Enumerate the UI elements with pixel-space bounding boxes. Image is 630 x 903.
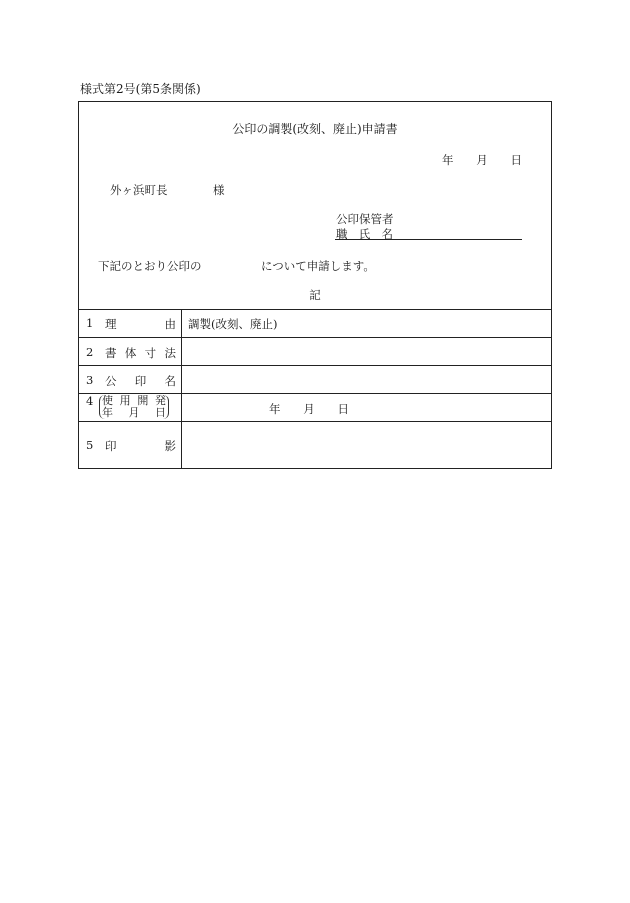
label-char: 書 (105, 346, 117, 360)
row-number: 2 (86, 345, 94, 359)
label-char: 印 (134, 374, 147, 388)
label-char: 寸 (144, 346, 157, 360)
row-divider (79, 337, 551, 338)
row-value-start-date (269, 401, 349, 417)
table-top-border (79, 309, 551, 310)
row-label-typeface-size (105, 345, 176, 361)
form-title: 公印の調製(改刻、廃止)申請書 (232, 122, 398, 136)
name-char: 職 (336, 227, 348, 241)
row-number: 4 (86, 394, 94, 408)
label-char: 印 (105, 439, 117, 453)
label-char: 影 (164, 439, 176, 453)
application-date (442, 152, 522, 168)
label-line-bottom (102, 407, 166, 419)
honorific: 様 (213, 183, 225, 197)
label-char: 日 (155, 405, 166, 419)
request-prefix: 下記のとおり公印の (98, 259, 202, 273)
label-char: 公 (105, 374, 117, 388)
label-char: 年 (102, 405, 113, 419)
addressee: 外ヶ浜町長 (110, 183, 168, 197)
date-year: 年 (269, 402, 281, 416)
row-label-seal-name (105, 373, 176, 389)
name-char: 氏 (358, 227, 371, 241)
row-number: 5 (86, 438, 94, 452)
applicant-label: 公印保管者 (336, 212, 394, 226)
row-value-reason: 調製(改刻、廃止) (188, 317, 278, 331)
label-char: 月 (128, 405, 140, 419)
label-char: 体 (124, 346, 137, 360)
label-char: 理 (105, 317, 117, 331)
row-label-reason (105, 316, 176, 332)
label-char: 名 (164, 374, 176, 388)
row-label-start-date (99, 395, 169, 419)
row-label-seal-impression (105, 438, 176, 454)
label-line-top (102, 395, 166, 407)
label-char: 発 (154, 394, 166, 407)
label-char: 用 (119, 394, 131, 407)
row-number: 1 (86, 316, 94, 330)
row-divider (79, 393, 551, 394)
label-char: 法 (164, 346, 176, 360)
request-suffix: について申請します。 (261, 259, 375, 273)
application-form (78, 101, 552, 469)
label-char: 開 (137, 394, 149, 407)
label-char: 使 (102, 394, 113, 407)
ki-label: 記 (309, 288, 321, 302)
form-number-label: 様式第2号(第5条関係) (80, 82, 201, 96)
date-month: 月 (303, 402, 315, 416)
date-day: 日 (337, 402, 349, 416)
row-number: 3 (86, 373, 94, 387)
column-divider (181, 309, 182, 468)
label-char: 由 (164, 317, 176, 331)
date-month: 月 (476, 153, 488, 167)
signature-underline (335, 239, 522, 240)
row-divider (79, 365, 551, 366)
date-year: 年 (442, 153, 454, 167)
name-char: 名 (381, 227, 393, 241)
date-day: 日 (510, 153, 522, 167)
row-divider (79, 421, 551, 422)
